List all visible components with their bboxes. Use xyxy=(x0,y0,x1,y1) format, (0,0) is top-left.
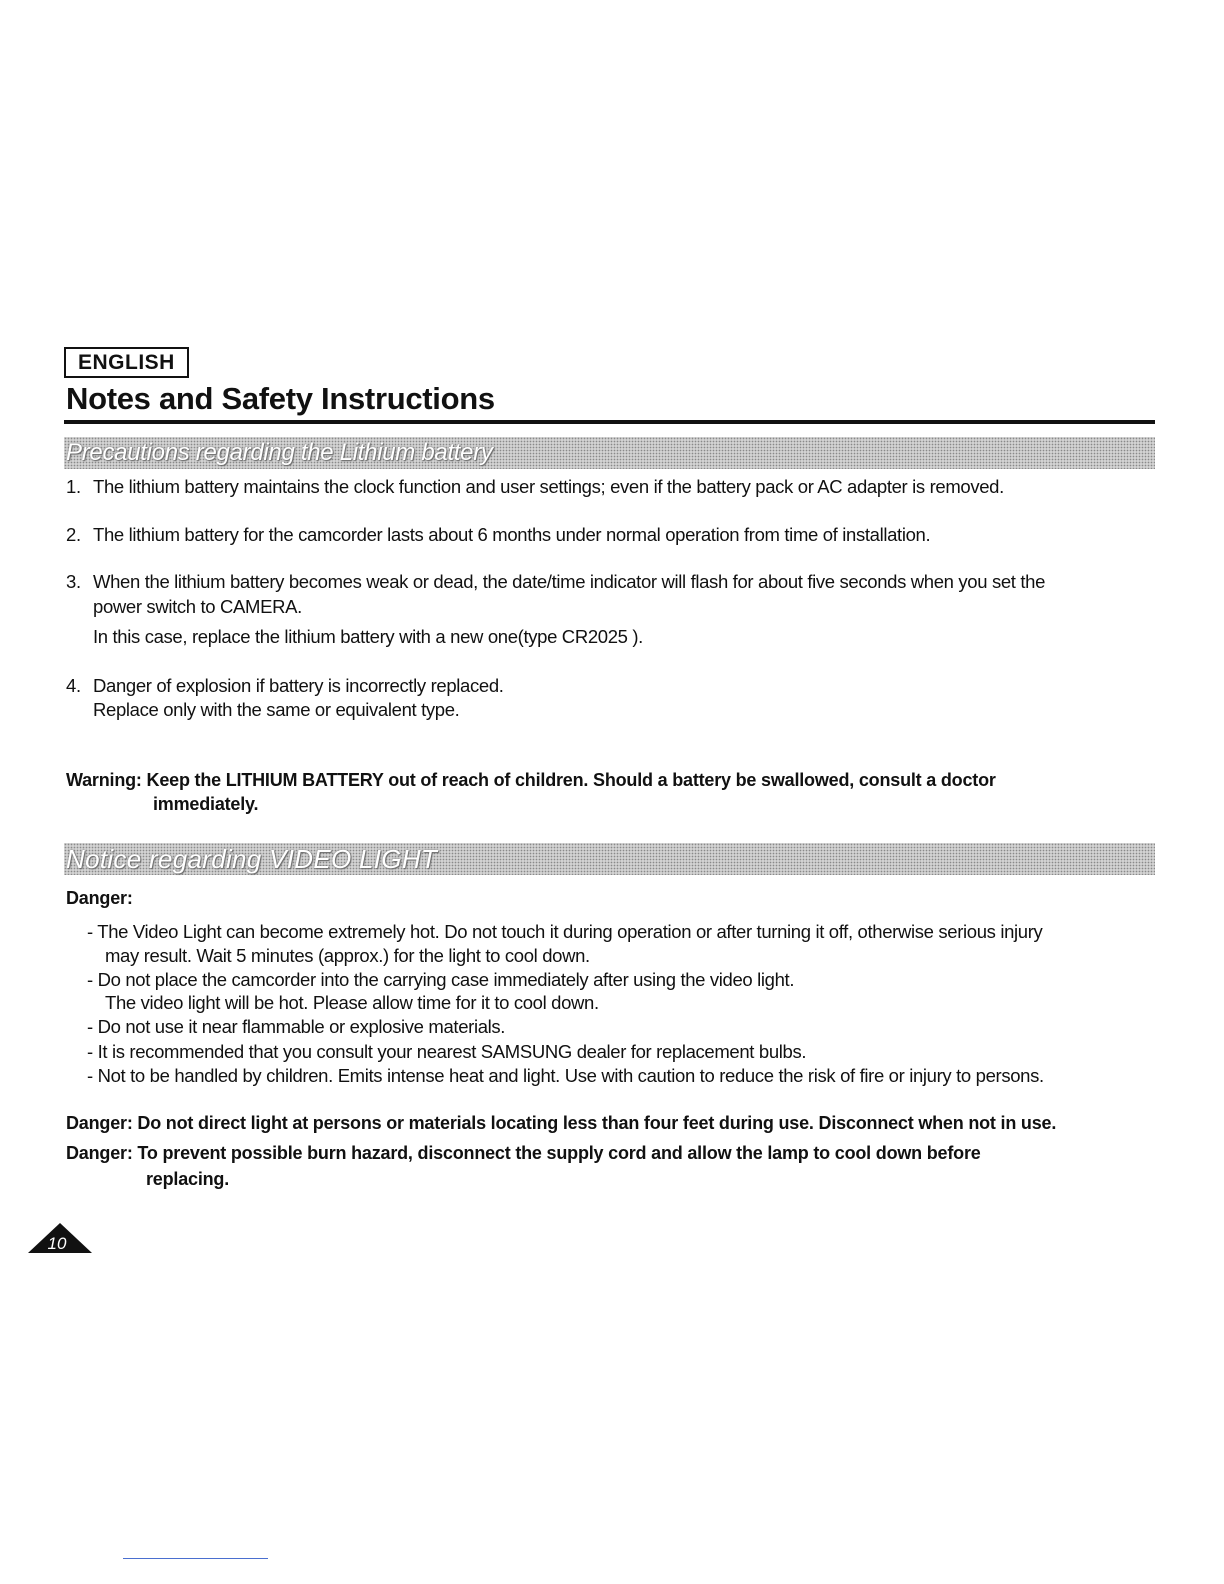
bullet-item: The video light will be hot. Please allow time for it to cool down. xyxy=(105,992,599,1013)
danger-label: Danger: xyxy=(66,888,133,908)
list-item-number: 2. xyxy=(66,524,81,545)
bullet-item: - Do not place the camcorder into the carrying case immediately after using the video light. xyxy=(87,969,795,990)
bullet-item: may result. Wait 5 minutes (approx.) for the light to cool down. xyxy=(105,945,590,966)
bullet-item: - Not to be handled by children. Emits intense heat and light. Use with caution to reduce the risk of fire or injury to persons. xyxy=(87,1065,1044,1086)
danger-line: Danger: Do not direct light at persons or materials locating less than four feet during use. Disconnect when not in use. xyxy=(66,1113,1057,1133)
list-item-text: In this case, replace the lithium battery with a new one(type CR2025 ). xyxy=(93,626,643,647)
section-heading-video-light-text: Notice regarding VIDEO LIGHT xyxy=(66,844,438,874)
list-item-text: The lithium battery for the camcorder lasts about 6 months under normal operation from time of installation. xyxy=(93,524,931,545)
page-number-triangle-icon xyxy=(28,1223,92,1253)
danger-line: replacing. xyxy=(146,1169,230,1189)
bullet-item: - It is recommended that you consult your nearest SAMSUNG dealer for replacement bulbs. xyxy=(87,1041,807,1062)
list-item-number: 4. xyxy=(66,675,81,696)
section-heading-lithium xyxy=(64,437,1155,469)
list-item-text: The lithium battery maintains the clock function and user settings; even if the battery pack or AC adapter is removed. xyxy=(93,476,1004,497)
section-heading-video-light xyxy=(64,843,1155,875)
list-item-number: 3. xyxy=(66,571,81,592)
page-number: 10 xyxy=(47,1234,67,1253)
list-item-text: Danger of explosion if battery is incorrectly replaced. xyxy=(93,675,504,696)
danger-line: Danger: To prevent possible burn hazard, disconnect the supply cord and allow the lamp to cool down before xyxy=(66,1143,981,1163)
language-label: ENGLISH xyxy=(64,347,189,378)
warning-line: immediately. xyxy=(153,794,259,814)
section-heading-lithium-text: Precautions regarding the Lithium battery xyxy=(66,439,493,466)
list-item-number: 1. xyxy=(66,476,81,497)
list-item-text: power switch to CAMERA. xyxy=(93,596,302,617)
warning-line: Warning: Keep the LITHIUM BATTERY out of reach of children. Should a battery be swallowed, consult a doctor xyxy=(66,770,996,790)
footer-line xyxy=(123,1558,268,1559)
title-rule xyxy=(64,420,1155,424)
list-item-text: Replace only with the same or equivalent type. xyxy=(93,699,460,720)
bullet-item: - The Video Light can become extremely hot. Do not touch it during operation or after turning it off, otherwise serious injury xyxy=(87,921,1043,942)
list-item-text: When the lithium battery becomes weak or dead, the date/time indicator will flash for about five seconds when you set the xyxy=(93,571,1046,592)
page-title: Notes and Safety Instructions xyxy=(66,381,495,416)
bullet-item: - Do not use it near flammable or explosive materials. xyxy=(87,1016,506,1037)
